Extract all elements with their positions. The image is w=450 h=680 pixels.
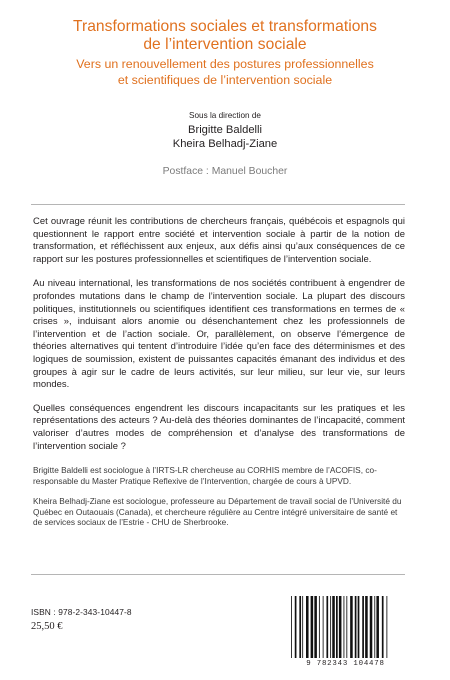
barcode-bar bbox=[362, 596, 364, 658]
barcode-bar bbox=[350, 596, 353, 658]
summary-paragraph: Cet ouvrage réunit les contributions de chercheurs français, québécois et espagnols qui questionnent le rapport entre société et intervention sociale à partir de la notion de transformation, et réfléchissent aux enjeux, aux défis ainsi qu’aux conséquences de ce rapport sur les postures professionnelles et scientifiques de l’intervention sociale. bbox=[33, 216, 405, 265]
title-line-1: Transformations sociales et transformations bbox=[72, 18, 378, 35]
price-text: 25,50 € bbox=[31, 621, 63, 632]
barcode-bar bbox=[311, 596, 314, 658]
barcode-bar bbox=[299, 596, 301, 658]
isbn-text: ISBN : 978-2-343-10447-8 bbox=[31, 607, 132, 617]
barcode-bar bbox=[355, 596, 357, 658]
barcode-bar bbox=[295, 596, 297, 658]
barcode-bar bbox=[323, 596, 324, 658]
book-subtitle bbox=[0, 57, 450, 88]
barcode-bar bbox=[346, 596, 347, 658]
barcode-digits: 9 782343 104478 bbox=[306, 660, 385, 668]
barcode-bar bbox=[306, 596, 309, 658]
barcode-bar bbox=[386, 596, 387, 658]
barcode-bar bbox=[336, 596, 338, 658]
back-cover-text bbox=[33, 216, 405, 538]
postface-credit: Postface : Manuel Boucher bbox=[162, 166, 288, 177]
author-name: Brigitte Baldelli bbox=[188, 124, 262, 136]
barcode-bar bbox=[319, 596, 320, 658]
barcode-bar bbox=[376, 596, 379, 658]
barcode-bar bbox=[332, 596, 335, 658]
barcode-bar bbox=[330, 596, 331, 658]
barcode-bar bbox=[302, 596, 303, 658]
summary-paragraph: Au niveau international, les transformations de nos sociétés contribuent à engendrer de profondes mutations dans le champ de l’intervention sociale. La plupart des discours politiques, institutionnels ou scientifiques identifient ces transformations en termes de « crises », induisant alors anomie ou désenchantement chez les professionnels de l’intervention et de l’action sociale. Or, parallèlement, on observe l’émergence de théories alternatives qui tentent d’introduire l’idée qu’en face des déterminismes et des logiques de soumission, existent de puissantes capacités émanant des individus et des groupes à agir sur le cadre de leurs activités, sur leur milieu, sur leur vie, sur leurs mondes. bbox=[33, 278, 405, 391]
book-title bbox=[0, 18, 450, 54]
barcode-bar bbox=[344, 596, 345, 658]
barcode-image bbox=[288, 596, 403, 658]
cover-header bbox=[0, 18, 450, 178]
author-name: Kheira Belhadj-Ziane bbox=[172, 138, 278, 150]
bottom-divider bbox=[31, 574, 405, 575]
barcode-bar bbox=[314, 596, 317, 658]
subtitle-line-2: et scientifiques de l’intervention sociale bbox=[117, 72, 333, 87]
author-bio: Kheira Belhadj-Ziane est sociologue, professeure au Département de travail social de l’Université du Québec en Outaouais (Canada), et chercheure régulière au Centre intégré universitaire de santé et de services sociaux de l’Estrie - CHU de Sherbrooke. bbox=[33, 496, 402, 528]
barcode-bar bbox=[339, 596, 342, 658]
barcode-bar bbox=[382, 596, 384, 658]
summary-paragraph: Quelles conséquences engendrent les discours incapacitants sur les pratiques et les représentations des acteurs ? Au-delà des théories dominantes de l’incapacité, comment valoriser d’autres modes de compréhension et d’analyse des transformations de l’intervention sociale ? bbox=[33, 402, 405, 452]
barcode-bar bbox=[358, 596, 360, 658]
barcode-bar bbox=[370, 596, 373, 658]
subtitle-line-1: Vers un renouvellement des postures professionnelles bbox=[76, 57, 374, 71]
author-bio: Brigitte Baldelli est sociologue à l’IRTS-LR chercheuse au CORHIS membre de l’ACOFIS, co-responsable du Master Pratique Reflexive de l’Intervention, chargée de cours à UPVD. bbox=[33, 465, 377, 486]
title-line-2: de l’intervention sociale bbox=[143, 36, 307, 53]
top-divider bbox=[31, 204, 405, 205]
direction-label: Sous la direction de bbox=[189, 111, 261, 120]
barcode-bar bbox=[326, 596, 328, 658]
barcode-bar bbox=[374, 596, 375, 658]
barcode-bar bbox=[365, 596, 368, 658]
barcode-bar bbox=[291, 596, 292, 658]
